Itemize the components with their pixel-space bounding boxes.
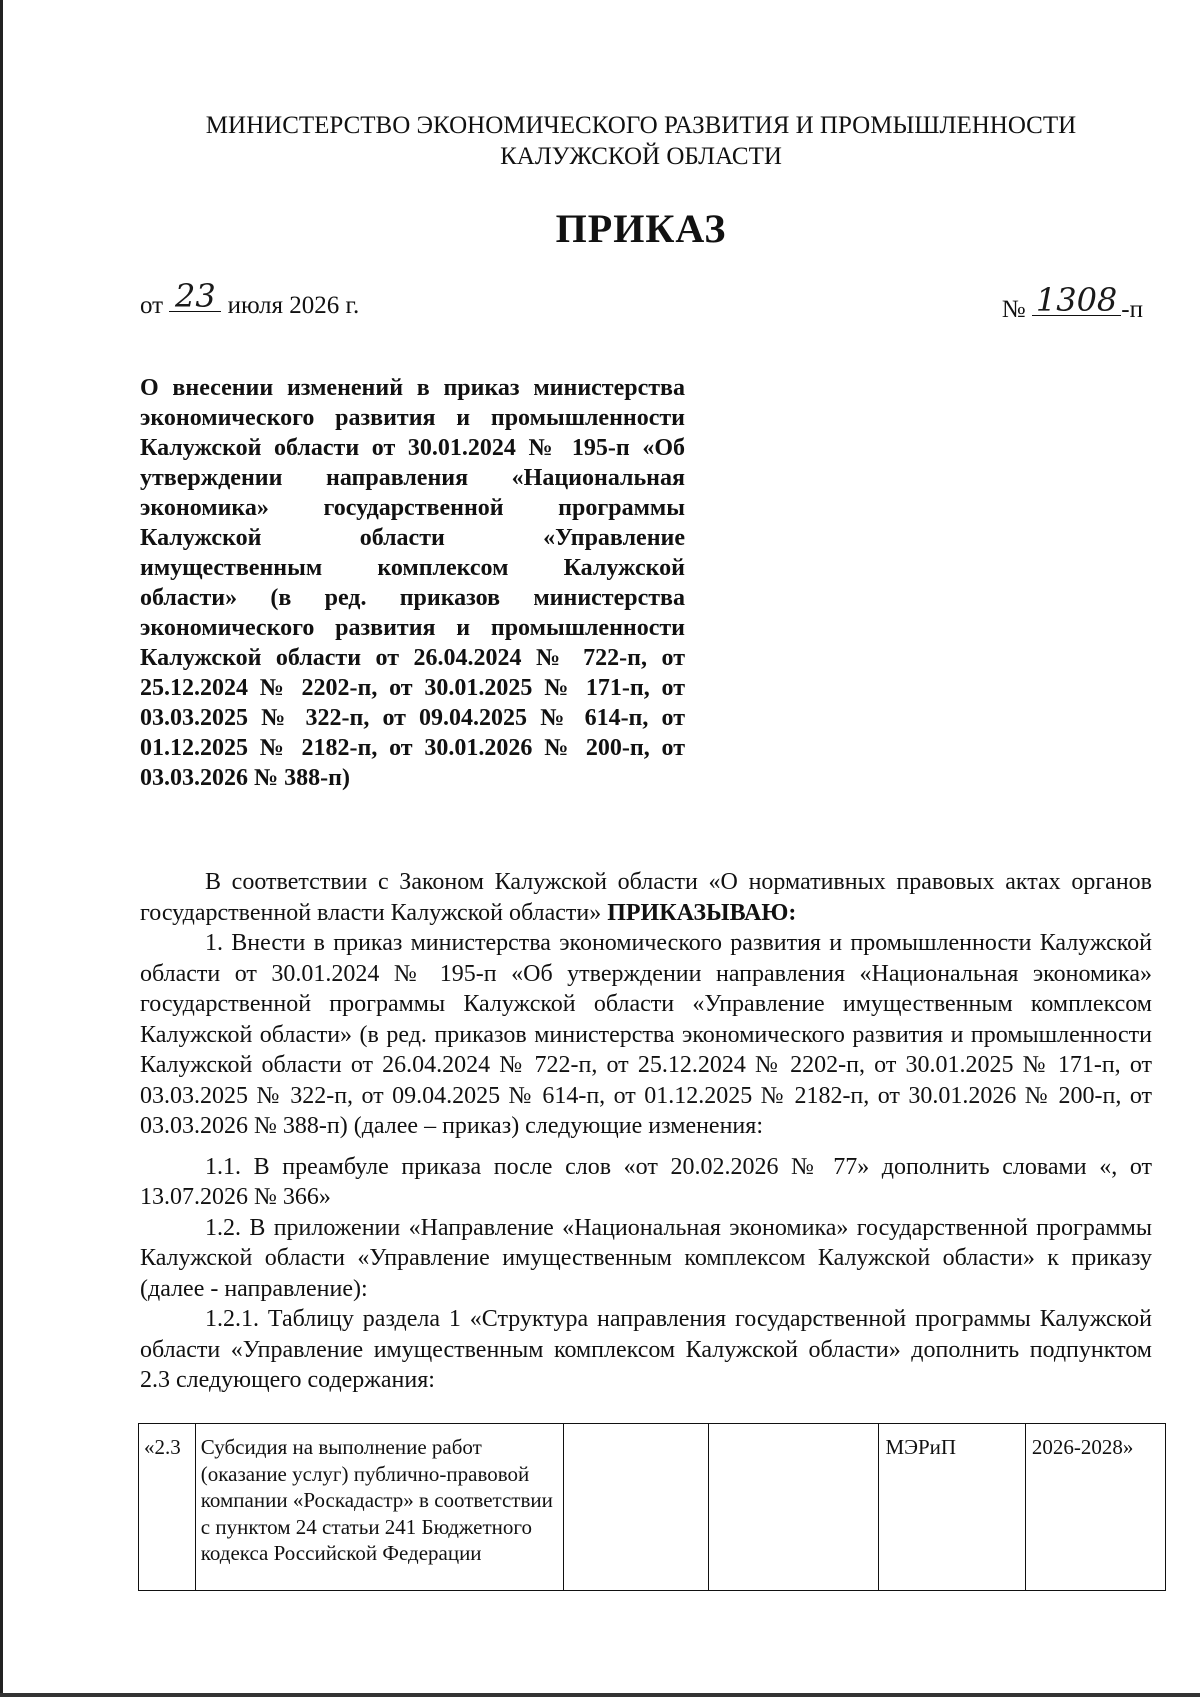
document-title: ПРИКАЗ [555,206,727,251]
ministry-line-2: КАЛУЖСКОЙ ОБЛАСТИ [500,143,782,170]
document-number [1001,281,1143,324]
document-subject: О внесении изменений в приказ министерства экономического развития и промышленности Калужской области от 30.01.2024 № 195-п «Об утверждении направления «Национальная экономика» государственной программы Калужской области «Управление имущественным комплексом Калужской области» (в ред. приказов министерства экономического развития и промышленности Калужской области от 26.04.2024 № 722-п, от 25.12.2024 № 2202-п, от 30.01.2025 № 171-п, от 03.03.2025 № 322-п, от 09.04.2025 № 614-п, от 01.12.2025 № 2182-п, от 30.01.2026 № 200-п, от 03.03.2026 № 388-п) [140,375,685,791]
date-month-year: июля 2026 г. [227,292,360,319]
row-empty-cell-2 [709,1424,879,1591]
row-empty-cell-1 [563,1424,709,1591]
handwritten-day: 23 [169,281,221,312]
scan-left-edge [0,0,3,1697]
number-sign: № [1001,296,1026,323]
ministry-line-1: МИНИСТЕРСТВО ЭКОНОМИЧЕСКОГО РАЗВИТИЯ И ПРОМЫШЛЕННОСТИ [205,112,1077,139]
preamble-text: В соответствии с Законом Калужской области «О нормативных правовых актах органов государственной власти Калужской области» [140,869,1152,926]
document-date [140,277,360,320]
row-name-cell: Субсидия на выполнение работ (оказание услуг) публично-правовой компании «Роскадастр» в соответствии с пунктом 24 статьи 241 Бюджетного кодекса Российской Федерации [195,1424,563,1591]
ministry-header [140,110,1142,172]
handwritten-number: 1308 [1032,285,1121,316]
date-prefix: от [140,292,164,319]
row-number-cell: «2.3 [139,1424,196,1591]
paragraph-1-2-1: 1.2.1. Таблицу раздела 1 «Структура направления государственной программы Калужской области «Управление имущественным комплексом Калужской области» дополнить подпунктом 2.3 следующего содержания: [140,1306,1152,1393]
number-suffix: -п [1121,296,1143,323]
preamble-paragraph [140,867,1152,928]
paragraph-1-1: 1.1. В преамбуле приказа после слов «от 20.02.2026 № 77» дополнить словами «, от 13.07.2026 № 366» [140,1153,1152,1210]
document-body [140,867,1152,1396]
paragraph-1: 1. Внести в приказ министерства экономического развития и промышленности Калужской области от 30.01.2024 № 195-п «Об утверждении направления «Национальная экономика» государственной программы Калужской области «Управление имущественным комплексом Калужской области» (в ред. приказов министерства экономического развития и промышленности Калужской области от 26.04.2024 № 722-п, от 25.12.2024 № 2202-п, от 30.01.2025 № 171-п, от 03.03.2025 № 322-п, от 09.04.2025 № 614-п, от 01.12.2025 № 2182-п, от 30.01.2026 № 200-п, от 03.03.2026 № 388-п) (далее – приказ) следующие изменения: [140,930,1152,1139]
scan-bottom-edge [0,1693,1200,1697]
row-executor-cell: МЭРиП [879,1424,1025,1591]
row-period-cell: 2026-2028» [1025,1424,1165,1591]
table-row [139,1424,1166,1591]
structure-table [138,1423,1166,1591]
paragraph-1-2: 1.2. В приложении «Направление «Национальная экономика» государственной программы Калужской области «Управление имущественным комплексом Калужской области» к приказу (далее - направление): [140,1214,1152,1302]
order-word: ПРИКАЗЫВАЮ: [607,899,797,926]
